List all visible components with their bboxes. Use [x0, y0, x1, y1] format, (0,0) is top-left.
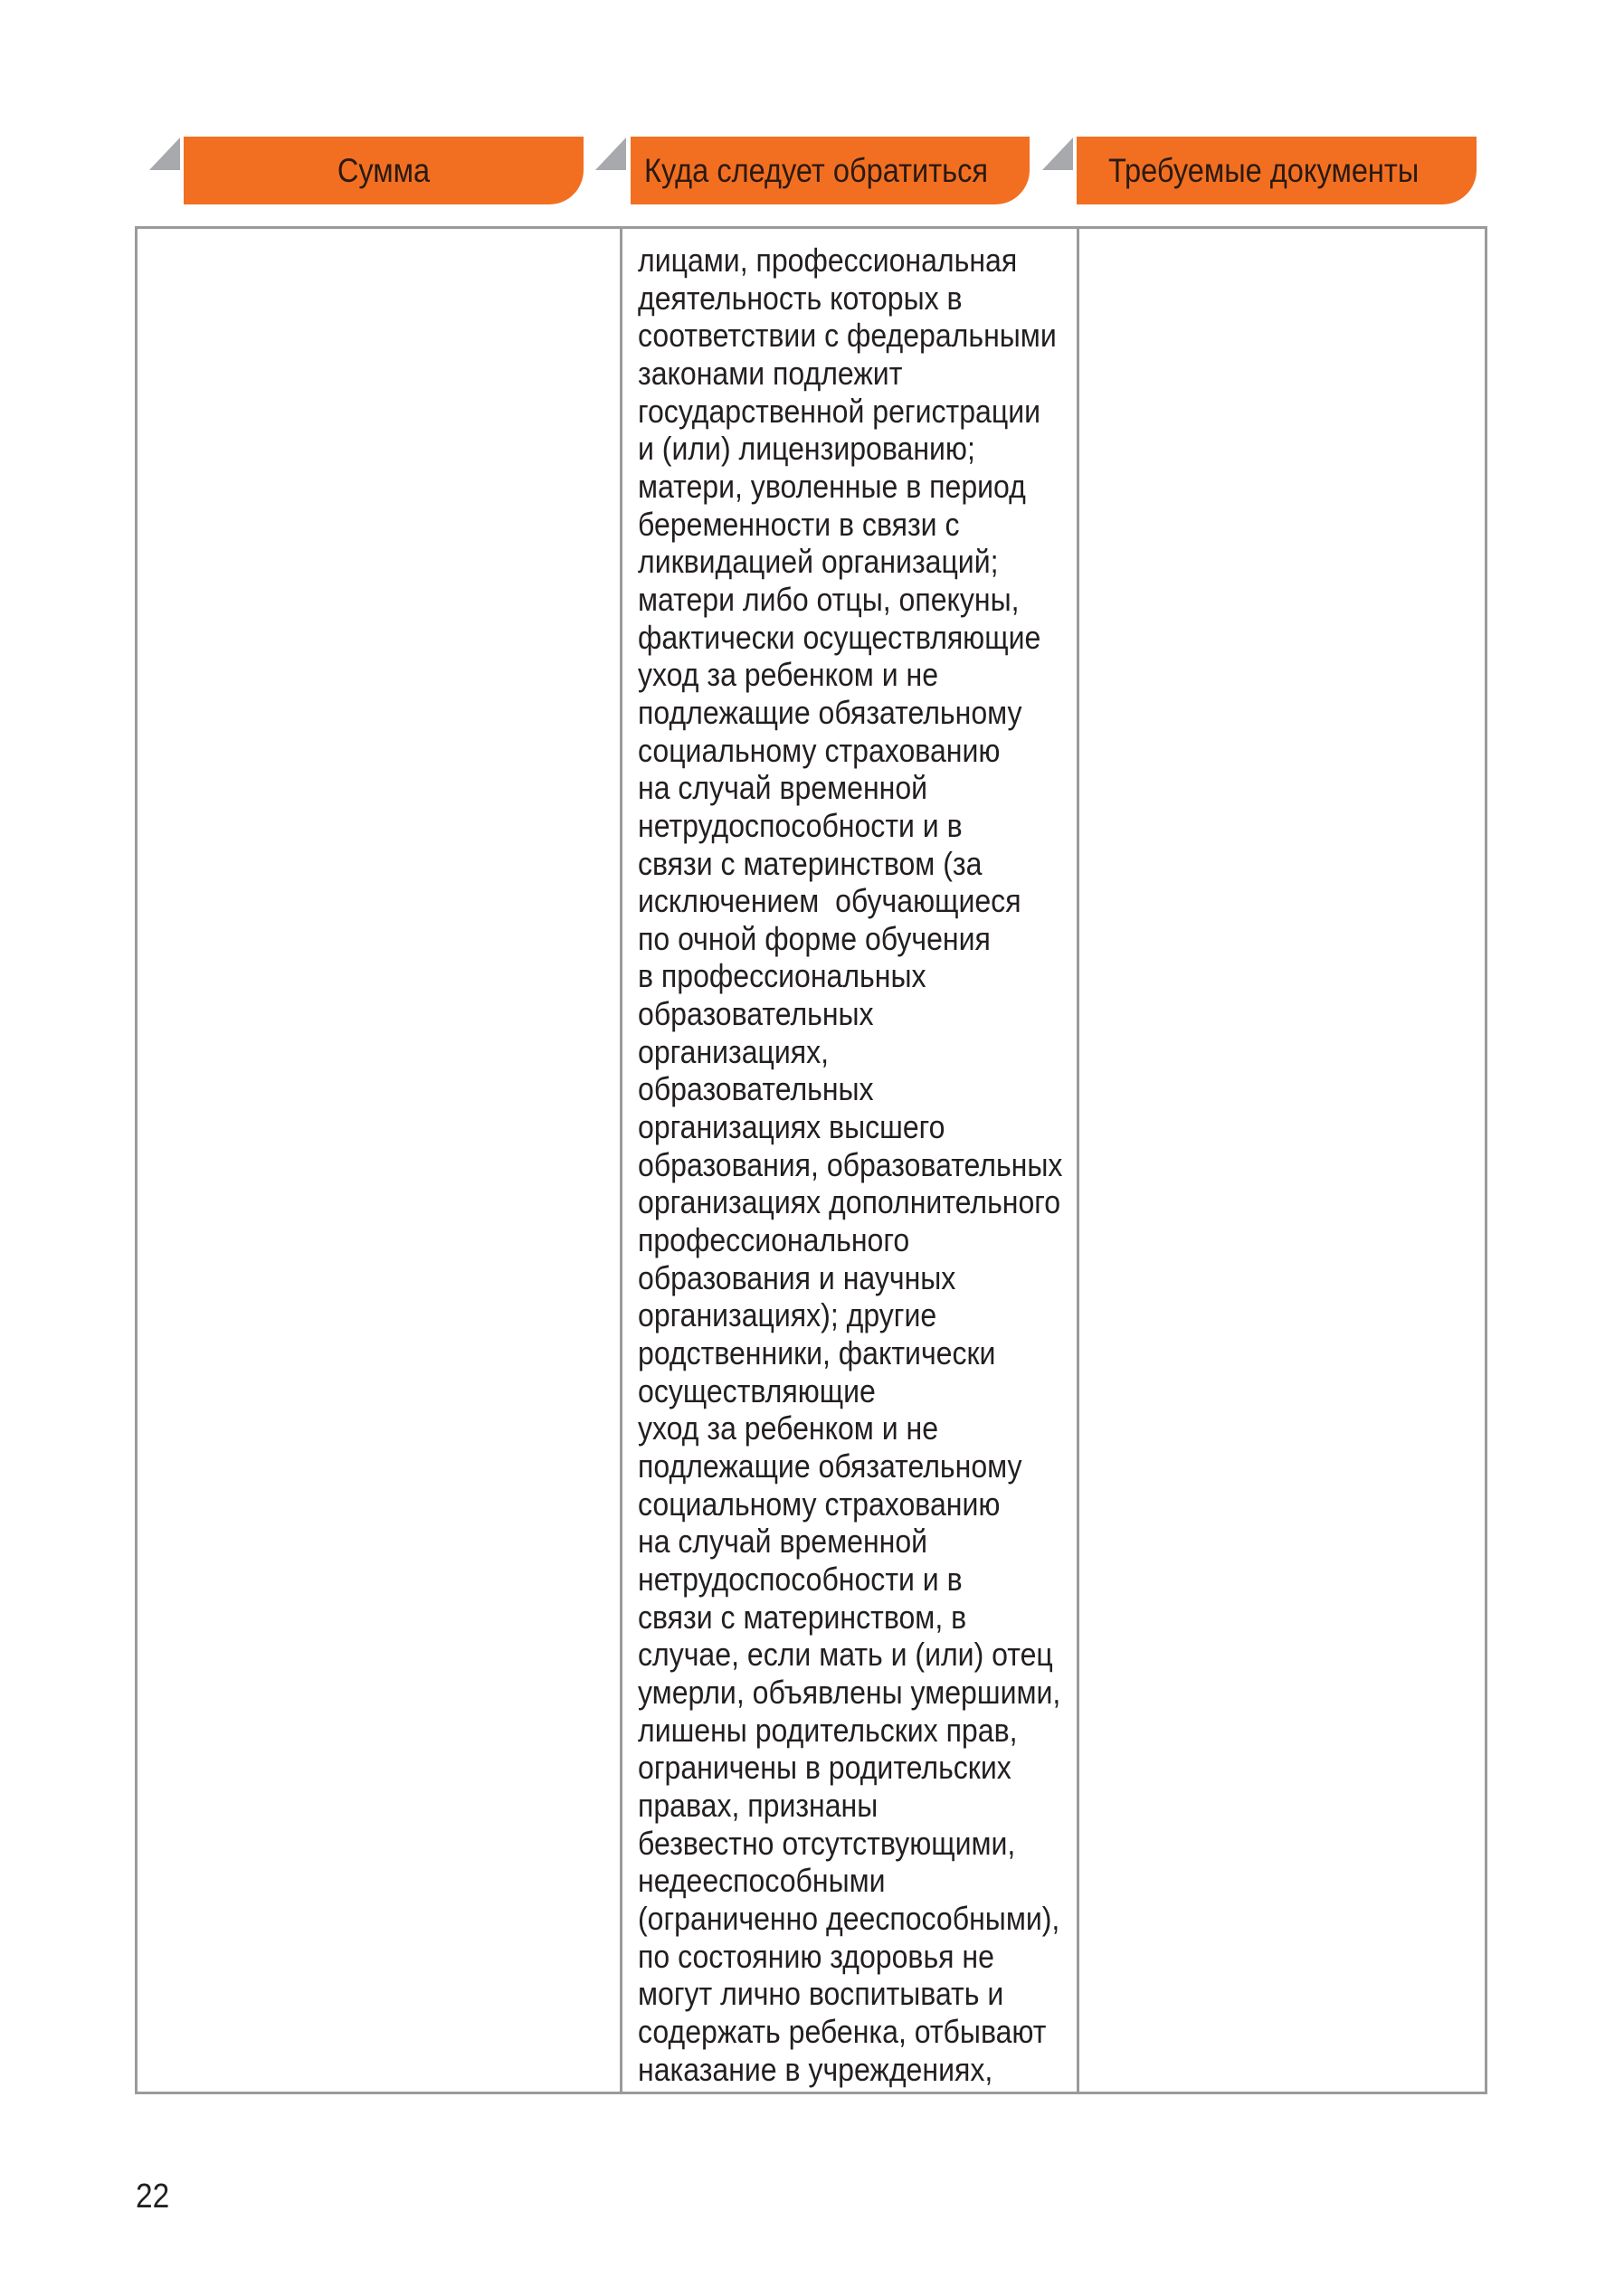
text-line: по состоянию здоровья не	[638, 1937, 994, 1975]
text-line: по очной форме обучения	[638, 919, 991, 957]
text-line: социальному страхованию	[638, 1485, 1001, 1523]
text-line: лицами, профессиональная	[638, 242, 1018, 279]
cell-text	[638, 242, 1062, 2088]
text-line: законами подлежит	[638, 354, 903, 392]
tab-corner-triangle	[595, 138, 626, 170]
text-line: могут лично воспитывать и	[638, 1975, 1004, 2013]
text-line: правах, признаны	[638, 1786, 878, 1824]
text-line: уход за ребенком и не	[638, 656, 939, 694]
text-line: связи с материнством, в	[638, 1598, 967, 1636]
text-line: и (или) лицензированию;	[638, 430, 975, 468]
text-line: образования и научных	[638, 1258, 956, 1296]
text-line: случае, если мать и (или) отец	[638, 1636, 1053, 1674]
text-line: осуществляющие	[638, 1371, 876, 1409]
text-line: умерли, объявлены умершими,	[638, 1673, 1061, 1711]
text-line: недееспособными	[638, 1862, 886, 1900]
tab-corner-triangle	[149, 138, 180, 170]
text-line: подлежащие обязательному	[638, 1447, 1022, 1485]
text-line: нетрудоспособности и в	[638, 806, 963, 844]
text-line: ограничены в родительских	[638, 1749, 1011, 1787]
text-line: на случай временной	[638, 769, 928, 807]
text-line: беременности в связи с	[638, 505, 960, 543]
column-header-amount	[184, 137, 584, 204]
tab-corner-triangle	[1042, 138, 1073, 170]
text-line: образовательных	[638, 995, 874, 1033]
text-line: организациях дополнительного	[638, 1183, 1061, 1221]
benefits-table	[135, 226, 1487, 2094]
text-line: матери, уволенные в период	[638, 467, 1026, 505]
page-number: 22	[136, 2178, 170, 2216]
text-line: (ограниченно дееспособными),	[638, 1899, 1060, 1937]
column-header-label: Сумма	[337, 152, 431, 189]
text-line: матери либо отцы, опекуны,	[638, 580, 1020, 618]
text-line: безвестно отсутствующими,	[638, 1824, 1016, 1862]
table-cell-required-documents	[1079, 229, 1485, 2092]
text-line: ликвидацией организаций;	[638, 543, 999, 581]
text-line: профессионального	[638, 1221, 910, 1259]
table-cell-where-to-apply	[622, 229, 1077, 2092]
text-line: лишены родительских прав,	[638, 1711, 1018, 1749]
text-line: наказание в учреждениях,	[638, 2050, 993, 2088]
text-line: исключением обучающиеся	[638, 882, 1021, 920]
text-line: деятельность которых в	[638, 279, 963, 317]
text-line: родственники, фактически	[638, 1334, 996, 1372]
text-line: на случай временной	[638, 1523, 928, 1561]
column-header-label: Требуемые документы	[1108, 152, 1420, 189]
text-line: соответствии с федеральными	[638, 317, 1057, 355]
text-line: организациях); другие	[638, 1296, 937, 1334]
column-header-where-to-apply	[631, 137, 1030, 204]
text-line: в профессиональных	[638, 957, 926, 995]
text-line: социальному страхованию	[638, 731, 1001, 769]
column-header-label: Куда следует обратиться	[644, 152, 989, 189]
text-line: организациях высшего	[638, 1108, 945, 1146]
table-cell-amount	[138, 229, 620, 2092]
text-line: образовательных	[638, 1070, 874, 1108]
text-line: связи с материнством (за	[638, 844, 983, 882]
text-line: фактически осуществляющие	[638, 618, 1041, 656]
text-line: организациях,	[638, 1032, 830, 1070]
text-line: содержать ребенка, отбывают	[638, 2012, 1047, 2050]
text-line: подлежащие обязательному	[638, 693, 1022, 731]
text-line: государственной регистрации	[638, 392, 1040, 430]
text-line: нетрудоспособности и в	[638, 1560, 963, 1598]
text-line: образования, образовательных	[638, 1145, 1063, 1183]
column-header-required-documents	[1077, 137, 1477, 204]
text-line: уход за ребенком и не	[638, 1409, 939, 1447]
